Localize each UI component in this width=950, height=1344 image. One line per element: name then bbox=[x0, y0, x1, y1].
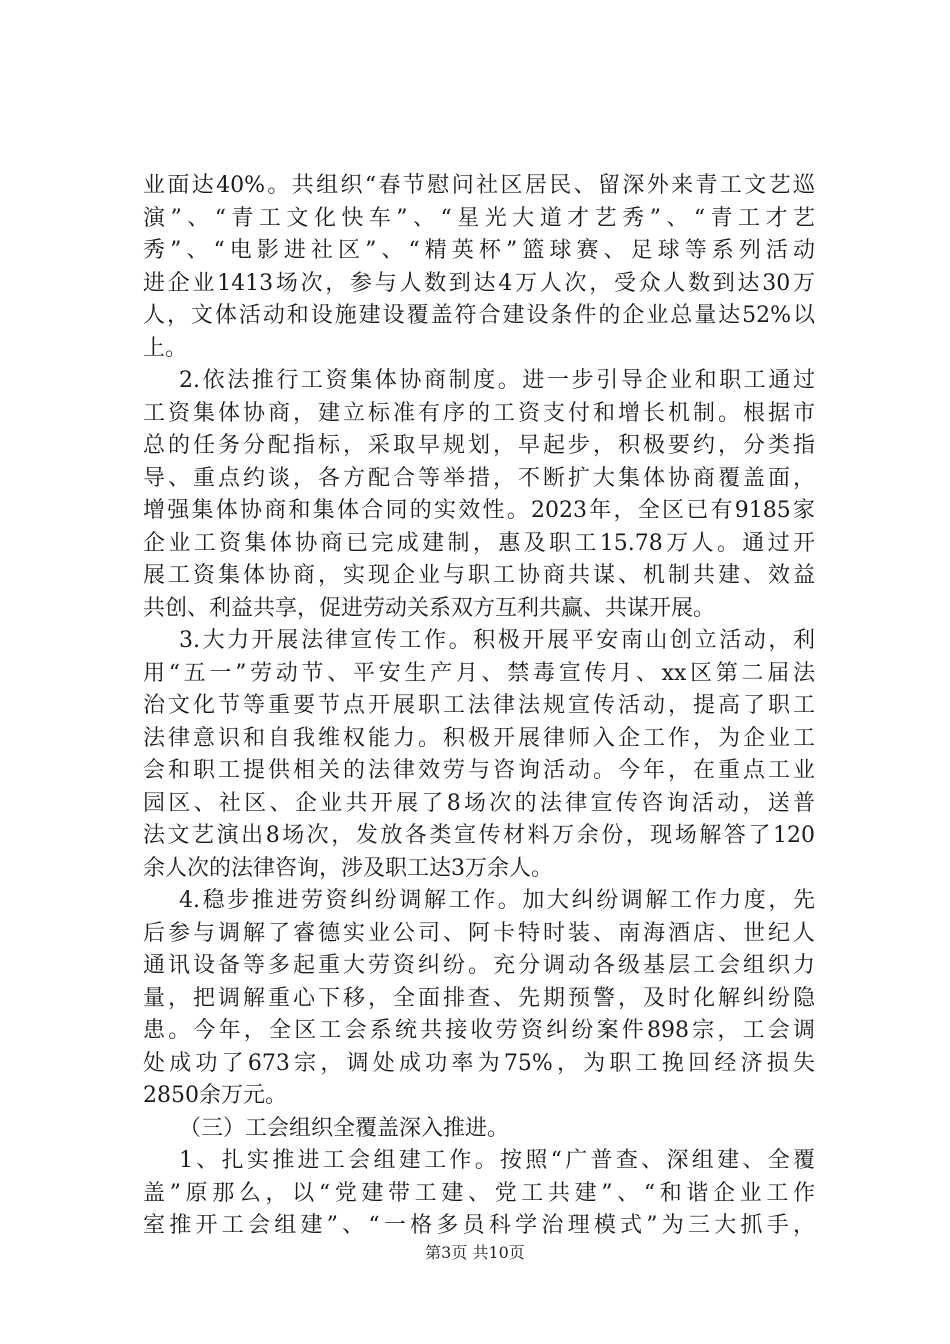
text-line: 上。 bbox=[143, 335, 188, 361]
text-line: 量，把调解重心下移，全面排查、先期预警，及时化解纠纷隐 bbox=[143, 985, 815, 1011]
text-line: 展工资集体协商，实现企业与职工协商共谋、机制共建、效益 bbox=[143, 563, 815, 588]
text-line: 进企业1413场次，参与人数到达4万人次，受众人数到达30万 bbox=[143, 270, 815, 296]
text-line: 盖”原那么，以“党建带工建、党工共建”、“和谐企业工作 bbox=[143, 1180, 815, 1206]
text-line: 业面达40%。共组织“春节慰问社区居民、留深外来青工文艺巡 bbox=[143, 173, 815, 198]
text-line: 余人次的法律咨询，涉及职工达3万余人。 bbox=[143, 855, 553, 881]
text-line: 患。今年，全区工会系统共接收劳资纠纷案件898宗，工会调 bbox=[143, 1018, 815, 1043]
text-line: 秀”、“电影进社区”、“精英杯”篮球赛、足球等系列活动 bbox=[143, 238, 815, 263]
text-line: 后参与调解了睿德实业公司、阿卡特时装、南海酒店、世纪人 bbox=[143, 920, 815, 946]
text-line: 共创、利益共享，促进劳动关系双方互利共赢、共谋开展。 bbox=[143, 595, 716, 621]
text-line: 室推开工会组建”、“一格多员科学治理模式”为三大抓手， bbox=[143, 1213, 815, 1238]
text-line: 用“五一”劳动节、平安生产月、禁毒宣传月、xx区第二届法 bbox=[143, 660, 815, 686]
text-line: 法律意识和自我维权能力。积极开展律师入企工作，为企业工 bbox=[143, 725, 815, 751]
paragraph-start-line: 4.稳步推进劳资纠纷调解工作。加大纠纷调解工作力度，先 bbox=[179, 888, 815, 913]
text-line: 2850余万元。 bbox=[143, 1083, 287, 1108]
paragraph-start-line: 3.大力开展法律宣传工作。积极开展平安南山创立活动，利 bbox=[179, 628, 815, 653]
text-line: 导、重点约谈，各方配合等举措，不断扩大集体协商覆盖面， bbox=[143, 465, 815, 491]
text-line: 总的任务分配指标，采取早规划，早起步，积极要约，分类指 bbox=[143, 433, 815, 458]
text-line: 人，文体活动和设施建设覆盖符合建设条件的企业总量达52%以 bbox=[143, 303, 815, 328]
text-line: 增强集体协商和集体合同的实效性。2023年，全区已有9185家 bbox=[143, 498, 815, 523]
text-line: 会和职工提供相关的法律效劳与咨询活动。今年，在重点工业 bbox=[143, 758, 815, 783]
body-text bbox=[143, 170, 815, 1243]
text-line: 处成功了673宗，调处成功率为75%，为职工挽回经济损失 bbox=[143, 1050, 815, 1076]
text-line: 治文化节等重要节点开展职工法律法规宣传活动，提高了职工 bbox=[143, 693, 815, 718]
page-footer: 第3页 共10页 bbox=[425, 1243, 525, 1262]
section-heading: （三）工会组织全覆盖深入推进。 bbox=[179, 1115, 510, 1141]
paragraph-start-line: 2.依法推行工资集体协商制度。进一步引导企业和职工通过 bbox=[179, 368, 815, 393]
text-line: 工资集体协商，建立标准有序的工资支付和增长机制。根据市 bbox=[143, 400, 815, 426]
paragraph-start-line: 1、扎实推进工会组建工作。按照“广普查、深组建、全覆 bbox=[179, 1148, 815, 1173]
text-line: 企业工资集体协商已完成建制，惠及职工15.78万人。通过开 bbox=[143, 530, 815, 556]
text-line: 园区、社区、企业共开展了8场次的法律宣传咨询活动，送普 bbox=[143, 790, 815, 816]
text-line: 法文艺演出8场次，发放各类宣传材料万余份，现场解答了120 bbox=[143, 823, 815, 848]
text-line: 演”、“青工文化快车”、“星光大道才艺秀”、“青工才艺 bbox=[143, 205, 815, 231]
text-line: 通讯设备等多起重大劳资纠纷。充分调动各级基层工会组织力 bbox=[143, 953, 815, 978]
